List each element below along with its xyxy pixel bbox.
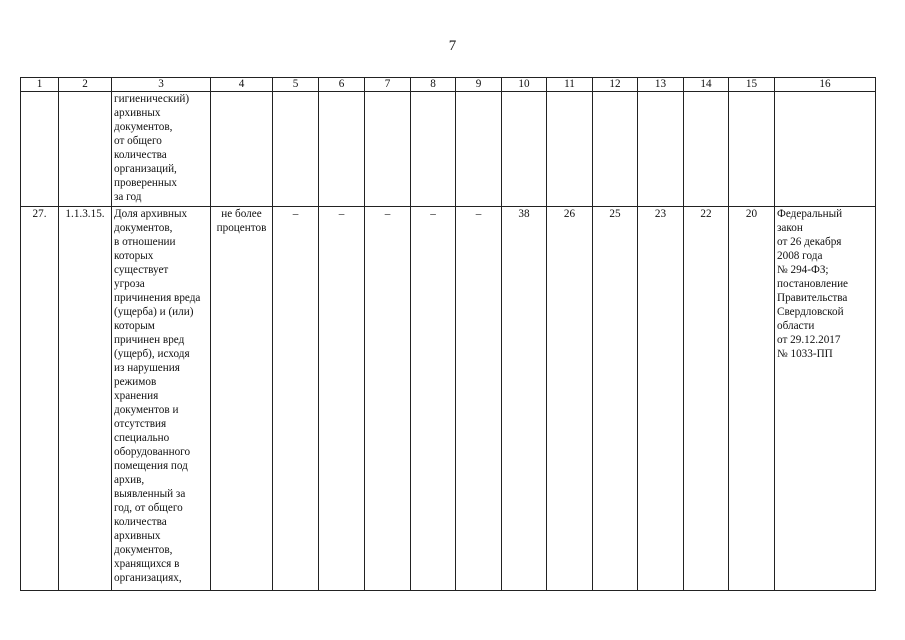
header-cell: 14 [684,78,729,92]
indicators-table [20,77,876,591]
page-number: 7 [448,38,457,54]
header-cell: 4 [211,78,273,92]
legal-basis-cell: Федеральный закон от 26 декабря 2008 года № 294-ФЗ; постановление Правительства Свердловской области от 29.12.2017 № 1033-ПП [775,207,876,591]
value-cell: 22 [684,207,729,591]
value-cell: 25 [593,207,638,591]
table-cell [59,92,112,207]
table-cell [502,92,547,207]
table-cell [593,92,638,207]
table-cell [638,92,684,207]
row-number-cell: 27. [21,207,59,591]
table-cell [775,92,876,207]
value-cell: – [456,207,502,591]
table-cell [456,92,502,207]
header-cell: 11 [547,78,593,92]
table-cell [411,92,456,207]
value-cell: – [365,207,411,591]
indicator-description-cell: гигиенический) архивных документов, от общего количества организаций, проверенных за год [112,92,211,207]
table-cell [319,92,365,207]
value-cell: – [319,207,365,591]
header-cell: 16 [775,78,876,92]
header-cell: 12 [593,78,638,92]
table-cell [547,92,593,207]
table-cell [211,92,273,207]
header-row [21,78,876,92]
table-cell [365,92,411,207]
value-cell: 26 [547,207,593,591]
header-cell: 10 [502,78,547,92]
table-row-27 [21,207,876,591]
header-cell: 7 [365,78,411,92]
value-cell: – [273,207,319,591]
table-cell [21,92,59,207]
value-cell: – [411,207,456,591]
table-cell [729,92,775,207]
table-cell [684,92,729,207]
indicator-description-cell: Доля архивных документов, в отношении которых существует угроза причинения вреда (ущерба) и (или) которым причинен вред (ущерб), исходя из нарушения режимов хранения документов и отсутствия специально оборудованного помещения под архив, выявленный за год, от общего количества архивных документов, хранящихся в организациях, [112,207,211,591]
unit-cell: не более процентов [211,207,273,591]
value-cell: 38 [502,207,547,591]
header-cell: 13 [638,78,684,92]
table-row-continuation [21,92,876,207]
indicator-code-cell: 1.1.3.15. [59,207,112,591]
header-cell: 9 [456,78,502,92]
header-cell: 1 [21,78,59,92]
header-cell: 6 [319,78,365,92]
header-cell: 15 [729,78,775,92]
table-cell [273,92,319,207]
value-cell: 20 [729,207,775,591]
header-cell: 8 [411,78,456,92]
value-cell: 23 [638,207,684,591]
header-cell: 5 [273,78,319,92]
header-cell: 3 [112,78,211,92]
header-cell: 2 [59,78,112,92]
